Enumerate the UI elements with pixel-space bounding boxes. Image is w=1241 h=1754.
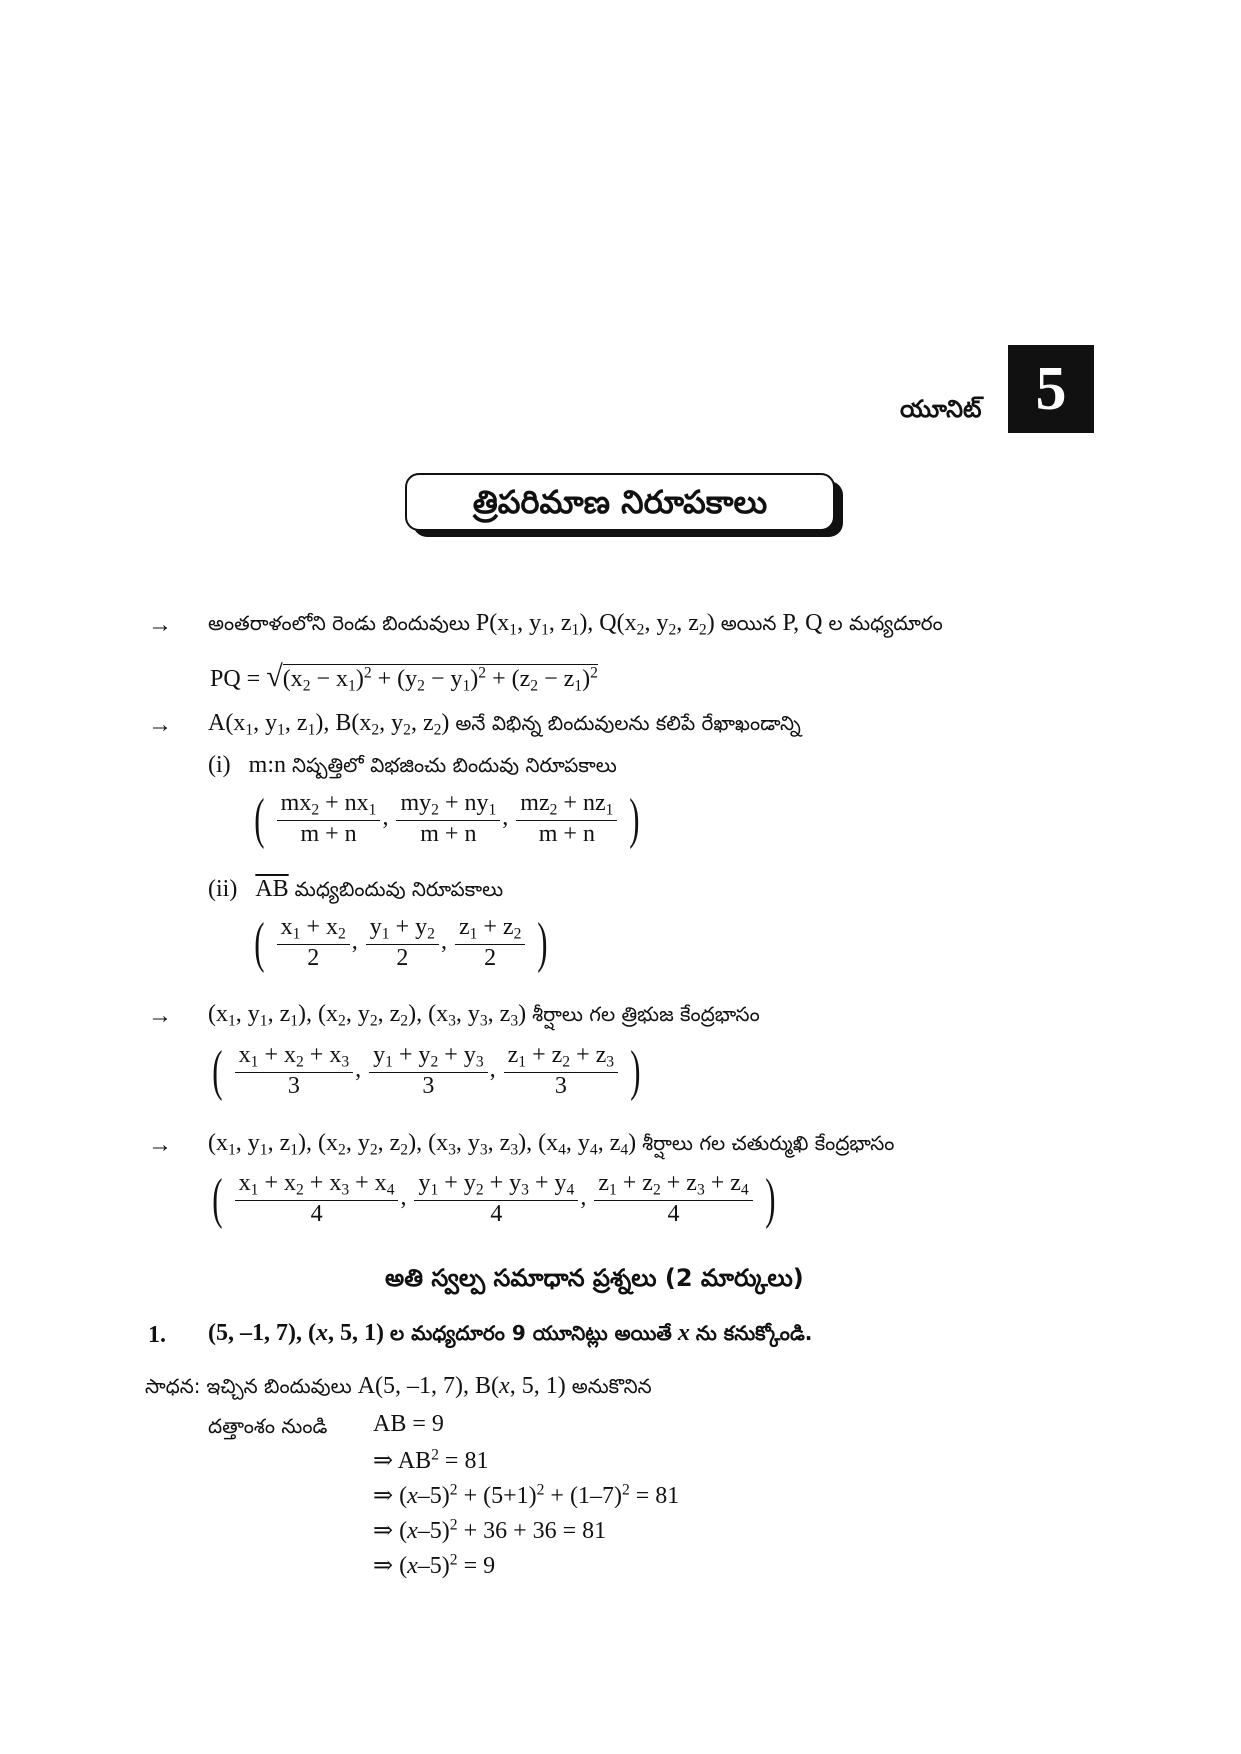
chapter-title: త్రిపరిమాణ నిరూపకాలు — [405, 473, 835, 531]
question-text-a: ల మధ్యదూరం 9 యూనిట్లు అయితే — [389, 1321, 672, 1345]
solution-line-2 — [208, 1413, 327, 1443]
point-3-math-a: ($x_1$, $y_1$, $z_1$), ($x_2$, $y_2$, $z_2$), ($x_3$, $y_3$, $z_3$) — [208, 1001, 527, 1030]
sub-i-label: (i) — [208, 752, 231, 778]
solution-line1-math: A(5, –1, 7), B(x, 5, 1) — [357, 1373, 566, 1399]
point-2-text — [208, 710, 801, 740]
sub-ii-text: మధ్యబిందువు నిరూపకాలు — [294, 877, 504, 901]
question-number: 1. — [148, 1322, 166, 1348]
point-1-math-a: $P(x_1$, $y_1$, $z_1$), $Q(x_2$, $y_2$, $z_2$) — [475, 610, 715, 639]
point-3-text — [208, 1001, 760, 1031]
question-math-a: (5, –1, 7), (x, 5, 1) — [208, 1320, 384, 1346]
point-1-text-a: అంతరాళంలోని రెండు బిందువులు — [208, 611, 470, 635]
bullet-arrow: → — [148, 1132, 172, 1158]
point-1-math-b: P, Q — [782, 610, 823, 636]
tetrahedron-centroid-formula: ( $\frac{x_1 + x_2 + x_3 + x_4}{4}$ , $\frac{y_1 + y_2 + y_3 + y_4}{4}$ , $\frac{z_1 + z_2 + z_3 + z_4}{4}$ ) — [212, 1167, 776, 1230]
solution-step-3: ⇒ $(x-5)^2 + (5+1)^2 + (1-7)^2 = 81$ — [373, 1481, 680, 1509]
point-1-text-b: అయిన — [720, 611, 777, 635]
point-2-math-a: $A(x_1$, $y_1$, $z_1$), $B(x_2$, $y_2$, $z_2$) — [208, 710, 450, 739]
question-math-b: x — [677, 1320, 690, 1346]
question-text — [208, 1320, 812, 1350]
sub-i-text: నిష్పత్తిలో విభజించు బిందువు నిరూపకాలు — [292, 753, 617, 777]
solution-step-5: ⇒ $(x-5)^2 = 9$ — [373, 1551, 496, 1579]
section-heading: అతి స్వల్ప సమాధాన ప్రశ్నలు (2 మార్కులు) — [385, 1264, 804, 1292]
bullet-arrow: → — [148, 612, 172, 638]
unit-number: 5 — [1008, 345, 1094, 433]
solution-line1-text: ఇచ్చిన బిందువులు — [206, 1374, 352, 1398]
bullet-arrow: → — [148, 1003, 172, 1029]
solution-line-1 — [145, 1373, 652, 1403]
solution-label: సాధన: — [145, 1374, 201, 1398]
solution-line1-text2: అనుకొనిన — [571, 1374, 652, 1398]
solution-step-1: AB = 9 — [373, 1411, 444, 1437]
point-4-text-a: శీర్షాలు గల చతుర్ముఖి కేంద్రభాసం — [642, 1131, 895, 1155]
sub-point-i — [208, 752, 617, 782]
midpoint-formula: ( $\frac{x_1 + x_2}{2}$ , $\frac{y_1 + y_2}{2}$ , $\frac{z_1 + z_2}{2}$ ) — [254, 911, 548, 974]
sub-i-math: m:n — [248, 752, 286, 778]
point-4-text — [208, 1130, 894, 1160]
sub-ii-math: $\overline{AB}$ — [255, 876, 289, 902]
point-1-text — [208, 610, 943, 640]
sub-point-ii — [208, 876, 503, 906]
bullet-arrow: → — [148, 712, 172, 738]
point-3-text-a: శీర్షాలు గల త్రిభుజ కేంద్రభాసం — [532, 1002, 760, 1026]
unit-label: యూనిట్ — [900, 395, 982, 423]
solution-step-4: ⇒ $(x-5)^2 + 36 + 36 = 81$ — [373, 1516, 607, 1544]
point-4-math-a: ($x_1$, $y_1$, $z_1$), ($x_2$, $y_2$, $z_2$), ($x_3$, $y_3$, $z_3$), ($x_4$, $y_4$, $z_4$) — [208, 1130, 637, 1159]
triangle-centroid-formula: ( $\frac{x_1 + x_2 + x_3}{3}$ , $\frac{y_1 + y_2 + y_3}{3}$ , $\frac{z_1 + z_2 + z_3}{3}$ ) — [212, 1039, 641, 1102]
solution-given-text: దత్తాంశం నుండి — [208, 1414, 328, 1438]
question-text-b: ను కనుక్కోండి. — [695, 1321, 813, 1345]
point-2-text-a: అనే విభిన్న బిందువులను కలిపే రేఖాఖండాన్ని — [455, 711, 801, 735]
sub-ii-label: (ii) — [208, 876, 238, 902]
chapter-title-frame — [405, 473, 845, 539]
section-formula: ( $\frac{mx_2 + nx_1}{m + n}$ , $\frac{my_2 + ny_1}{m + n}$ , $\frac{mz_2 + nz_1}{m + n}$ ) — [254, 787, 640, 850]
point-1-text-c: ల మధ్యదూరం — [828, 611, 943, 635]
solution-step-2: ⇒ $AB^2 = 81$ — [373, 1446, 489, 1474]
distance-formula: PQ = $√(x_2 - x_1)^2 + (y_2 - y_1)^2 + (z_2 - z_1)^2$ — [210, 660, 598, 695]
